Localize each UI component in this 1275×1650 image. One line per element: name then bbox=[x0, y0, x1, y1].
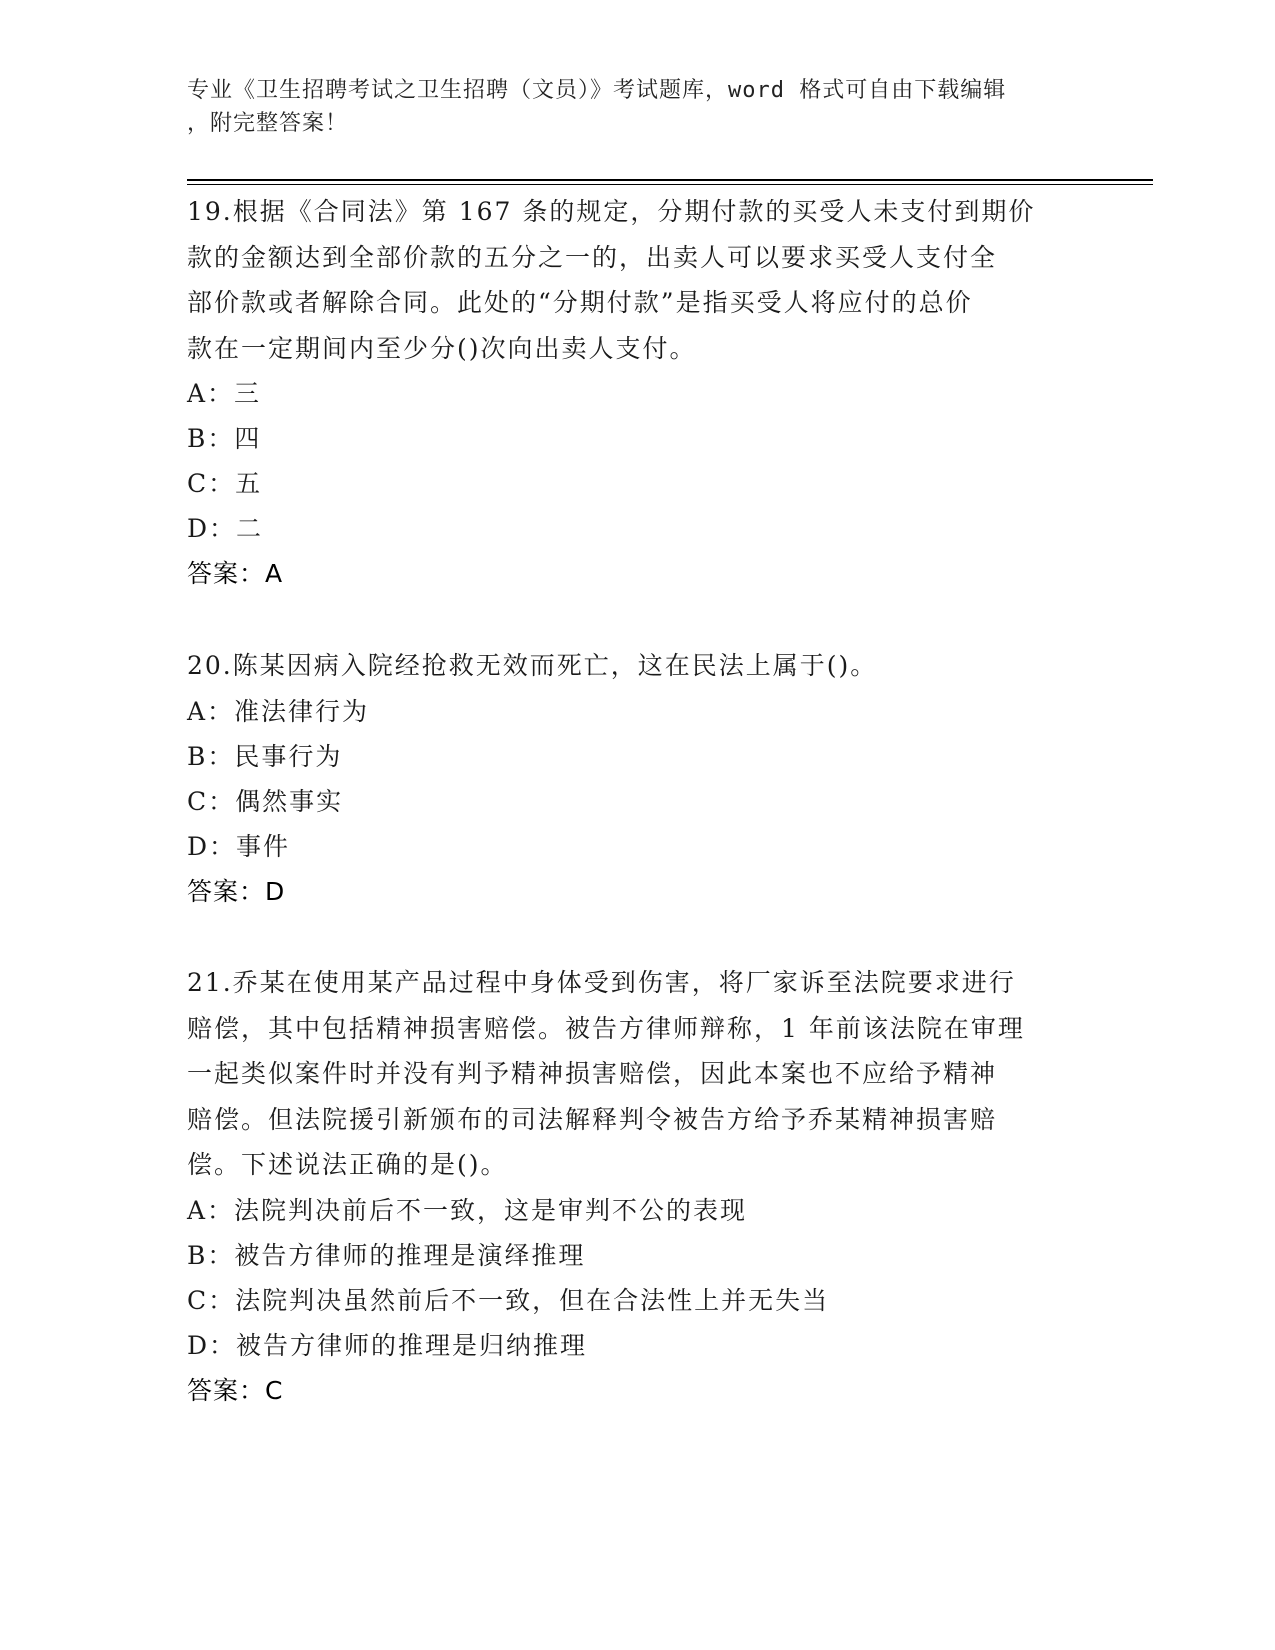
stem-line: 一起类似案件时并没有判予精神损害赔偿，因此本案也不应给予精神 bbox=[187, 1059, 998, 1088]
stem-line: 赔偿，其中包括精神损害赔偿。被告方律师辩称，1 年前该法院在审理 bbox=[187, 1013, 1025, 1043]
header-divider-thick bbox=[187, 179, 1153, 181]
stem-line: 19.根据《合同法》第 167 条的规定，分期付款的买受人未支付到期价 bbox=[187, 197, 1036, 226]
question-19 bbox=[187, 189, 1087, 597]
option-b: B：被告方律师的推理是演绎推理 bbox=[187, 1240, 586, 1270]
header-divider-thin bbox=[187, 184, 1153, 185]
option-d: D：事件 bbox=[187, 831, 291, 861]
question-stem bbox=[187, 960, 1087, 1188]
option-c: C：五 bbox=[187, 469, 263, 498]
question-20 bbox=[187, 643, 1087, 915]
option-b: B：四 bbox=[187, 424, 262, 453]
stem-line: 款的金额达到全部价款的五分之一的，出卖人可以要求买受人支付全 bbox=[187, 242, 998, 272]
question-stem bbox=[187, 643, 1087, 689]
stem-line: 20.陈某因病入院经抢救无效而死亡，这在民法上属于()。 bbox=[187, 651, 878, 680]
stem-line: 21.乔某在使用某产品过程中身体受到伤害，将厂家诉至法院要求进行 bbox=[187, 968, 1016, 997]
option-a: A：法院判决前后不一致，这是审判不公的表现 bbox=[187, 1195, 748, 1225]
stem-line: 偿。下述说法正确的是()。 bbox=[187, 1150, 508, 1179]
option-d: D：被告方律师的推理是归纳推理 bbox=[187, 1330, 588, 1360]
document-header bbox=[187, 74, 1067, 140]
stem-line: 部价款或者解除合同。此处的“分期付款”是指买受人将应付的总价 bbox=[187, 288, 973, 317]
header-line-2: ，附完整答案！ bbox=[187, 111, 349, 136]
stem-line: 款在一定期间内至少分()次向出卖人支付。 bbox=[187, 333, 697, 363]
option-c: C：偶然事实 bbox=[187, 786, 344, 816]
option-a: A：三 bbox=[187, 379, 262, 408]
header-line-1: 专业《卫生招聘考试之卫生招聘（文员）》考试题库，word 格式可自由下载编辑 bbox=[187, 78, 1007, 103]
answer-line: 答案：D bbox=[187, 876, 286, 906]
stem-line: 赔偿。但法院援引新颁布的司法解释判令被告方给予乔某精神损害赔 bbox=[187, 1104, 998, 1134]
option-d: D：二 bbox=[187, 514, 264, 543]
option-b: B：民事行为 bbox=[187, 741, 343, 771]
option-c: C：法院判决虽然前后不一致，但在合法性上并无失当 bbox=[187, 1285, 830, 1315]
option-a: A：准法律行为 bbox=[187, 696, 370, 726]
answer-line: 答案：A bbox=[187, 559, 284, 588]
answer-line: 答案：C bbox=[187, 1375, 284, 1405]
question-21 bbox=[187, 960, 1087, 1414]
question-stem bbox=[187, 189, 1087, 371]
